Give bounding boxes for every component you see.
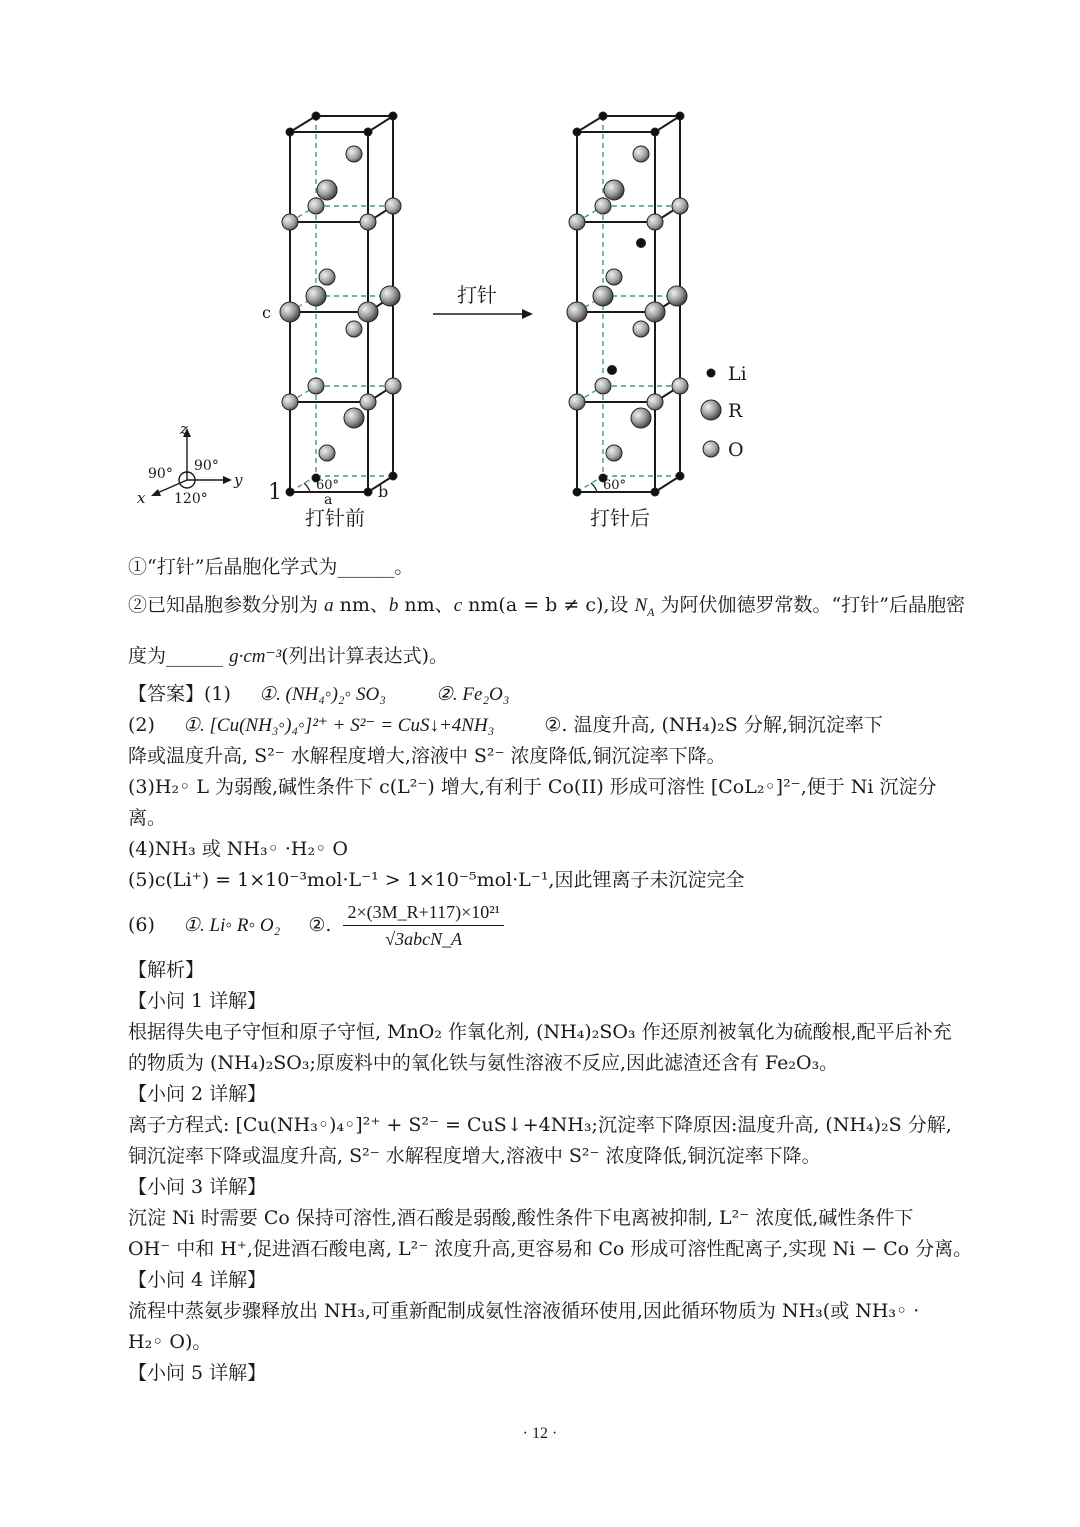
answer-label: 【答案】 (128, 682, 205, 705)
after-angle-label: 60° (603, 478, 627, 493)
page-number: · 12 · (522, 1425, 558, 1442)
before-atoms (280, 112, 401, 496)
sub-1-title: 【小问 1 详解】 (128, 989, 267, 1012)
sub-1-line-1: 根据得失电子守恒和原子守恒, MnO₂ 作氧化剂, (NH₄)₂SO₃ 作还原剂被氧化为硫酸根,配平后补充 (128, 1020, 952, 1043)
answer-row-1: 【答案】(1) ①. (NH₄◦)₂◦ SO₃ ②. Fe₂O₃ (128, 682, 510, 705)
sub-3-line-1: 沉淀 Ni 时需要 Co 保持可溶性,酒石酸是弱酸,酸性条件下电离被抑制, L²⁻ 浓度低,碱性条件下 (128, 1206, 914, 1229)
legend-r-marker (701, 400, 721, 420)
q2-text-c: nm、 (404, 594, 454, 616)
legend-r-label: R (728, 400, 743, 422)
answer-row-3: (3)H₂◦ L 为弱酸,碱性条件下 c(L²⁻) 增大,有利于 Co(II) 形成可溶性 [CoL₂◦]²⁻,便于 Ni 沉淀分 (128, 775, 937, 798)
after-atoms (567, 112, 688, 496)
sub-2-line-2: 铜沉淀率下降或温度升高, S²⁻ 水解程度增大,溶液中 S²⁻ 浓度降低,铜沉淀率下降。 (128, 1144, 821, 1167)
q2-text-d: nm(a = b ≠ c),设 (468, 594, 629, 616)
legend-o-label: O (728, 439, 744, 461)
after-cell-hidden-edges (577, 116, 680, 492)
axes-indicator (151, 428, 232, 496)
density-fraction (343, 901, 504, 950)
q2-text-f: 度为______ (128, 644, 224, 667)
answer-row-2: (2) ①. [Cu(NH₃◦)₄◦]²⁺ + S²⁻ = CuS↓+4NH₃ ②. 温度升高, (NH₄)₂S 分解,铜沉淀率下 (128, 713, 883, 736)
answer-row-6: (6) ①. Li◦ R◦ O₂ ②. $\frac{\text{2×(3M\_R+117)×10²¹}}{\text{√3abcN\_A}}$ (128, 896, 988, 955)
sub-2-title: 【小问 2 详解】 (128, 1082, 267, 1105)
sub-2-line-1: 离子方程式: [Cu(NH₃◦)₄◦]²⁺ + S²⁻ = CuS↓+4NH₃;沉淀率下降原因:温度升高, (NH₄)₂S 分解, (128, 1113, 952, 1136)
fraction-numerator: 2×(3M_R+117)×10²¹ (343, 901, 504, 926)
q2-text-e: 为阿伏伽德罗常数。“打针”后晶胞密 (660, 594, 965, 616)
axis-b-label: b (378, 482, 389, 501)
legend-li-marker (707, 369, 716, 378)
answer-row-2b: 降或温度升高, S²⁻ 水解程度增大,溶液中 S²⁻ 浓度降低,铜沉淀率下降。 (128, 744, 726, 767)
origin-label: 1 (268, 480, 282, 505)
question-2-line2 (128, 634, 988, 679)
sub-5-title: 【小问 5 详解】 (128, 1361, 267, 1384)
axis-c-label: c (262, 303, 271, 322)
answer-row-3b: 离。 (128, 806, 167, 829)
answer-row-4: (4)NH₃ 或 NH₃◦ ·H₂◦ O (128, 837, 348, 860)
angle-120: 120° (174, 491, 208, 507)
axis-z-label: z (180, 420, 188, 438)
answer-row-5: (5)c(Li⁺) = 1×10⁻³mol·L⁻¹ > 1×10⁻⁵mol·L⁻¹,因此锂离子未沉淀完全 (128, 868, 745, 891)
sub-1-line-2: 的物质为 (NH₄)₂SO₃;原废料中的氧化铁与氨性溶液不反应,因此滤渣还含有 Fe₂O₃。 (128, 1051, 839, 1074)
after-cell (577, 116, 680, 492)
before-caption: 打针前 (305, 506, 365, 530)
sub-3-title: 【小问 3 详解】 (128, 1175, 267, 1198)
after-caption: 打针后 (590, 506, 650, 530)
arrow-head (522, 309, 533, 319)
question-1: ①“打针”后晶胞化学式为______。 (128, 556, 414, 578)
text-content (128, 552, 988, 1389)
sub-4-line-2: H₂◦ O)。 (128, 1330, 212, 1353)
before-cell (290, 116, 393, 492)
axis-y-label: y (234, 471, 243, 489)
q2-text-h: (列出计算表达式)。 (281, 644, 449, 667)
q2-unit: g·cm⁻³ (229, 645, 282, 667)
question-2-line1: ②已知晶胞参数分别为 a nm、b nm、c nm(a = b ≠ c),设 $N_A$ 为阿伏伽德罗常数。“打针”后晶胞密 (128, 594, 965, 619)
axis-x-label: x (137, 489, 146, 507)
axis-a-label: a (324, 492, 333, 508)
sub-3-line-2: OH⁻ 中和 H⁺,促进酒石酸电离, L²⁻ 浓度升高,更容易和 Co 形成可溶性配离子,实现 Ni − Co 分离。 (128, 1237, 973, 1260)
crystal-cell-figure (120, 90, 960, 540)
q2-text-b: nm、 (339, 594, 389, 616)
before-angle-label: 60° (316, 478, 340, 493)
angle-90-left: 90° (148, 466, 173, 482)
fraction-denominator: √3abcN_A (385, 929, 463, 950)
q2-text-a: ②已知晶胞参数分别为 (128, 594, 319, 616)
legend-o-marker (703, 441, 719, 457)
before-cell-hidden-edges (290, 116, 393, 492)
sub-4-line-1: 流程中蒸氨步骤释放出 NH₃,可重新配制成氨性溶液循环使用,因此循环物质为 NH₃(或 NH₃◦ · (128, 1299, 920, 1322)
analysis-label: 【解析】 (128, 958, 205, 981)
legend (701, 363, 747, 461)
sub-4-title: 【小问 4 详解】 (128, 1268, 267, 1291)
arrow-label: 打针 (457, 283, 497, 307)
legend-li-label: Li (728, 363, 747, 385)
angle-90-right: 90° (194, 458, 219, 474)
